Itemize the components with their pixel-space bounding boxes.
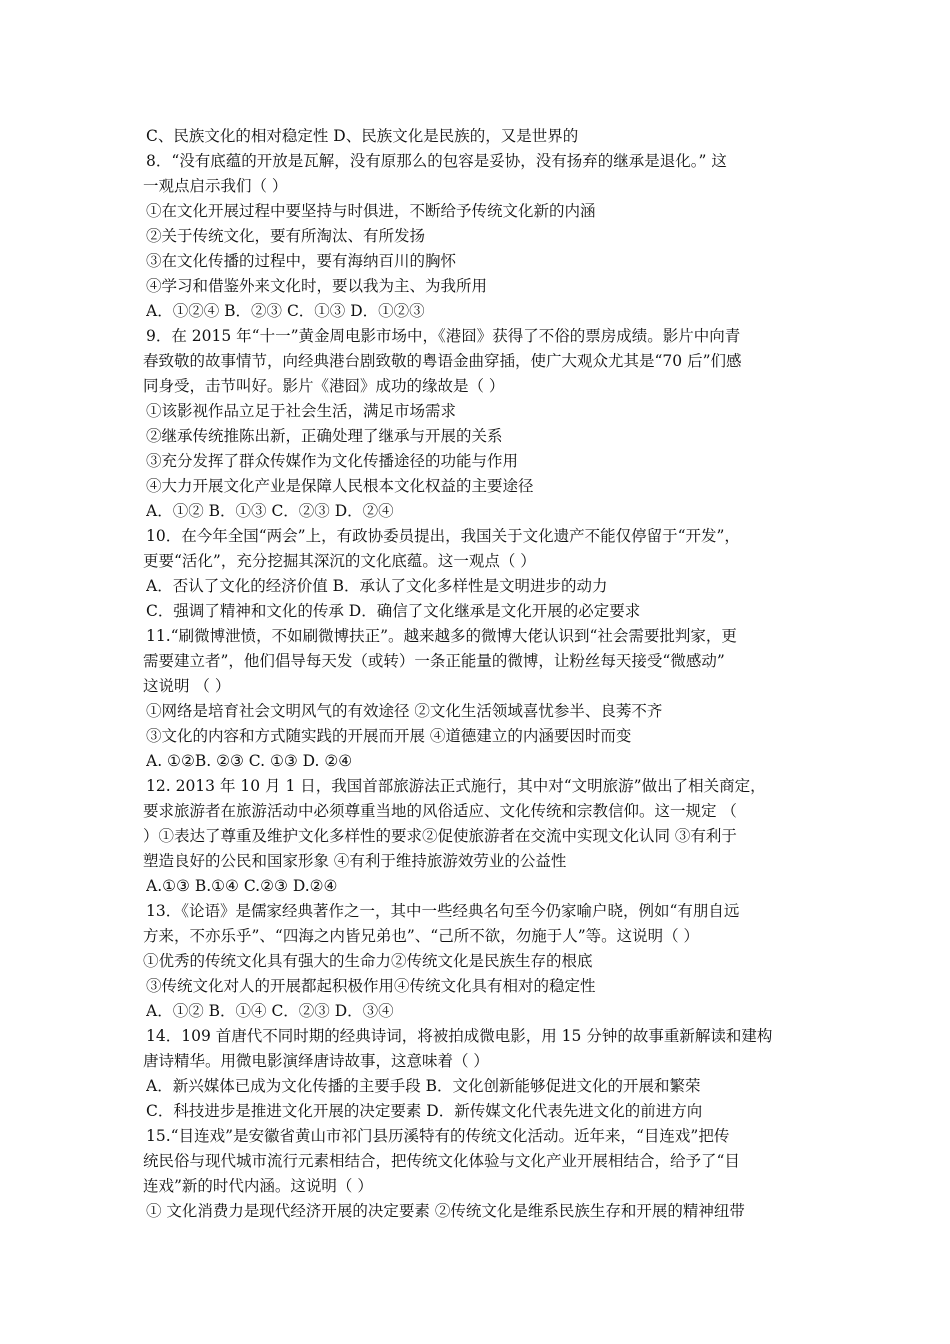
answer-choices: A．否认了文化的经济价值 B．承认了文化多样性是文明进步的动力	[146, 577, 608, 595]
question-9-stem: 9．在 2015 年“十一”黄金周电影市场中，《港囧》获得了不俗的票房成绩。影片中向青	[146, 327, 741, 345]
text-line: 更要“活化”，充分挖掘其深沉的文化底蕴。这一观点（ ）	[143, 552, 536, 570]
answer-choices: A．①②④ B．②③ C．①③ D．①②③	[146, 302, 425, 320]
option-line: ③充分发挥了群众传媒作为文化传播途径的功能与作用	[146, 452, 519, 470]
answer-choices: A．新兴媒体已成为文化传播的主要手段 B．文化创新能够促进文化的开展和繁荣	[146, 1077, 701, 1095]
answer-choices: A. ①②B. ②③ C. ①③ D. ②④	[146, 752, 353, 770]
answer-choices: A.①③ B.①④ C.②③ D.②④	[146, 877, 338, 895]
question-13-stem: 13．《论语》是儒家经典著作之一，其中一些经典名句至今仍家喻户晓，例如“有朋自远	[146, 902, 740, 920]
question-10-stem: 10．在今年全国“两会”上，有政协委员提出，我国关于文化遗产不能仅停留于“开发”，	[146, 527, 740, 545]
text-line: 唐诗精华。用微电影演绎唐诗故事，这意味着（ ）	[143, 1052, 489, 1070]
question-11-stem: 11.“刷微博泄愤，不如刷微博扶正”。越来越多的微博大佬认识到“社会需要批判家，更	[146, 627, 737, 645]
text-line: 这说明 （ ）	[143, 677, 231, 695]
text-line: 同身受，击节叫好。影片《港囧》成功的缘故是（ ）	[143, 377, 505, 395]
option-line: ①在文化开展过程中要坚持与时俱进，不断给予传统文化新的内涵	[146, 202, 596, 220]
text-line: 要求旅游者在旅游活动中必须尊重当地的风俗适应、文化传统和宗教信仰。这一规定 （	[143, 802, 737, 820]
option-line: ④学习和借鉴外来文化时，要以我为主、为我所用	[146, 277, 488, 295]
answer-choices: C．科技进步是推进文化开展的决定要素 D．新传媒文化代表先进文化的前进方向	[146, 1102, 703, 1120]
text-line: ）①表达了尊重及维护文化多样性的要求②促使旅游者在交流中实现文化认同 ③有利于	[143, 827, 737, 845]
answer-choices: C．强调了精神和文化的传承 D．确信了文化继承是文化开展的必定要求	[146, 602, 641, 620]
question-12-stem: 12. 2013 年 10 月 1 日，我国首部旅游法正式施行，其中对“文明旅游”做出了相关商定，	[146, 777, 766, 795]
option-line: ②关于传统文化，要有所淘汰、有所发扬	[146, 227, 426, 245]
text-line: 需要建立者”，他们倡导每天发（或转）一条正能量的微博，让粉丝每天接受“微感动”	[143, 652, 725, 670]
question-8-stem: 8．“没有底蕴的开放是瓦解，没有原那么的包容是妥协，没有扬弃的继承是退化。” 这	[146, 152, 727, 170]
answer-choices: A．①② B．①③ C．②③ D．②④	[146, 502, 394, 520]
option-line: ④大力开展文化产业是保障人民根本文化权益的主要途径	[146, 477, 534, 495]
text-line: 春致敬的故事情节，向经典港台剧致敬的粤语金曲穿插，使广大观众尤其是“70 后”们感	[143, 352, 742, 370]
text-line: C、民族文化的相对稳定性 D、民族文化是民族的，又是世界的	[146, 127, 579, 145]
text-line: 塑造良好的公民和国家形象 ④有利于维持旅游效劳业的公益性	[143, 852, 567, 870]
answer-choices: A．①② B．①④ C．②③ D．③④	[146, 1002, 394, 1020]
question-15-stem: 15.“目连戏”是安徽省黄山市祁门县历溪特有的传统文化活动。近年来，“目连戏”把传	[146, 1127, 730, 1145]
option-line: ①该影视作品立足于社会生活，满足市场需求	[146, 402, 457, 420]
text-line: 方来，不亦乐乎”、“四海之内皆兄弟也”、“己所不欲，勿施于人”等。这说明（ ）	[143, 927, 700, 945]
text-line: 连戏”新的时代内涵。这说明（ ）	[143, 1177, 373, 1195]
text-line: 一观点启示我们（ ）	[143, 177, 288, 195]
option-line: ① 文化消费力是现代经济开展的决定要素 ②传统文化是维系民族生存和开展的精神纽带	[146, 1202, 745, 1220]
option-line: ①优秀的传统文化具有强大的生命力②传统文化是民族生存的根底	[143, 952, 593, 970]
option-line: ③在文化传播的过程中，要有海纳百川的胸怀	[146, 252, 457, 270]
question-14-stem: 14．109 首唐代不同时期的经典诗词，将被拍成微电影，用 15 分钟的故事重新解读和建构	[146, 1027, 773, 1045]
option-line: ①网络是培育社会文明风气的有效途径 ②文化生活领域喜忧参半、良莠不齐	[146, 702, 663, 720]
option-line: ③传统文化对人的开展都起积极作用④传统文化具有相对的稳定性	[146, 977, 596, 995]
option-line: ②继承传统推陈出新，正确处理了继承与开展的关系	[146, 427, 503, 445]
option-line: ③文化的内容和方式随实践的开展而开展 ④道德建立的内涵要因时而变	[146, 727, 632, 745]
text-line: 统民俗与现代城市流行元素相结合，把传统文化体验与文化产业开展相结合，给予了“目	[143, 1152, 740, 1170]
